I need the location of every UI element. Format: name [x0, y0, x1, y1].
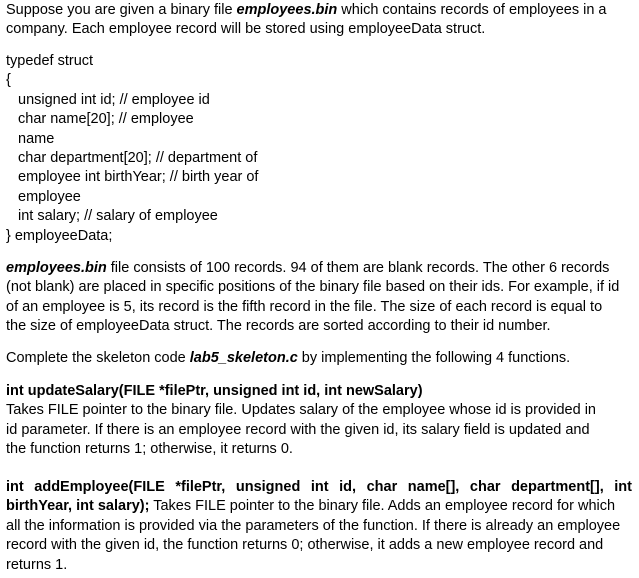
code-line: { — [6, 72, 11, 89]
code-line: unsigned int id; // employee id — [18, 91, 210, 108]
code-line: employee int birthYear; // birth year of — [18, 169, 259, 186]
skeleton-line — [6, 349, 632, 368]
add-employee-text: Takes FILE pointer to the binary file. Adds an employee record for which — [149, 498, 616, 515]
intro-text: Suppose you are given a binary file — [6, 2, 237, 18]
intro-text: which contains records of employees in a — [337, 2, 607, 18]
skeleton-paragraph — [6, 349, 632, 368]
update-salary-line-1: Takes FILE pointer to the binary file. Updates salary of the employee whose id is provided in — [6, 402, 596, 419]
update-salary-signature: int updateSalary(FILE *filePtr, unsigned int id, int newSalary) — [6, 383, 423, 399]
description-line-3: of an employee is 5, its record is the fifth record in the file. The size of each record is equal to — [6, 298, 603, 315]
intro-paragraph — [6, 1, 632, 40]
description-filename: employees.bin — [6, 260, 107, 276]
description-line-2: (not blank) are placed in specific positions of the binary file based on their ids. For example, if id — [6, 279, 620, 296]
code-line: typedef struct — [6, 53, 94, 69]
update-salary-line-3: the function returns 1; otherwise, it returns 0. — [6, 441, 293, 458]
code-line: employee — [18, 188, 81, 205]
add-employee-signature-end: birthYear, int salary); — [6, 498, 150, 515]
code-line: name — [18, 130, 55, 147]
description-line-4: the size of employeeData struct. The records are sorted according to their id number. — [6, 318, 551, 335]
add-employee-section — [6, 478, 632, 575]
description-text: file consists of 100 records. 94 of them are blank records. The other 6 records — [106, 260, 610, 276]
add-employee-line-3: all the information is provided via the parameters of the function. If there is already an employee — [6, 517, 621, 534]
add-employee-signature: int addEmployee(FILE *filePtr, unsigned int id, char name[], char department[], int — [6, 479, 632, 495]
update-salary-line-2: id parameter. If there is an employee record with the given id, its salary field is updated and — [6, 421, 590, 438]
struct-code — [6, 52, 632, 246]
add-employee-line-2 — [6, 497, 632, 516]
skeleton-text: by implementing the following 4 functions. — [297, 350, 571, 366]
skeleton-text: Complete the skeleton code — [6, 350, 190, 366]
description-paragraph — [6, 259, 632, 337]
intro-filename: employees.bin — [236, 2, 338, 18]
intro-line-1 — [6, 1, 632, 20]
add-employee-line-4: record with the given id, the function returns 0; otherwise, it adds a new employee record and — [6, 537, 604, 554]
code-line: char department[20]; // department of — [18, 149, 258, 166]
code-line: char name[20]; // employee — [18, 111, 194, 128]
description-line-1 — [6, 259, 632, 278]
update-salary-section — [6, 382, 632, 460]
intro-line-2: company. Each employee record will be stored using employeeData struct. — [6, 21, 486, 38]
add-employee-line-5: returns 1. — [6, 556, 68, 573]
code-line: int salary; // salary of employee — [18, 208, 218, 225]
skeleton-filename: lab5_skeleton.c — [189, 350, 298, 366]
code-line: } employeeData; — [6, 227, 113, 244]
